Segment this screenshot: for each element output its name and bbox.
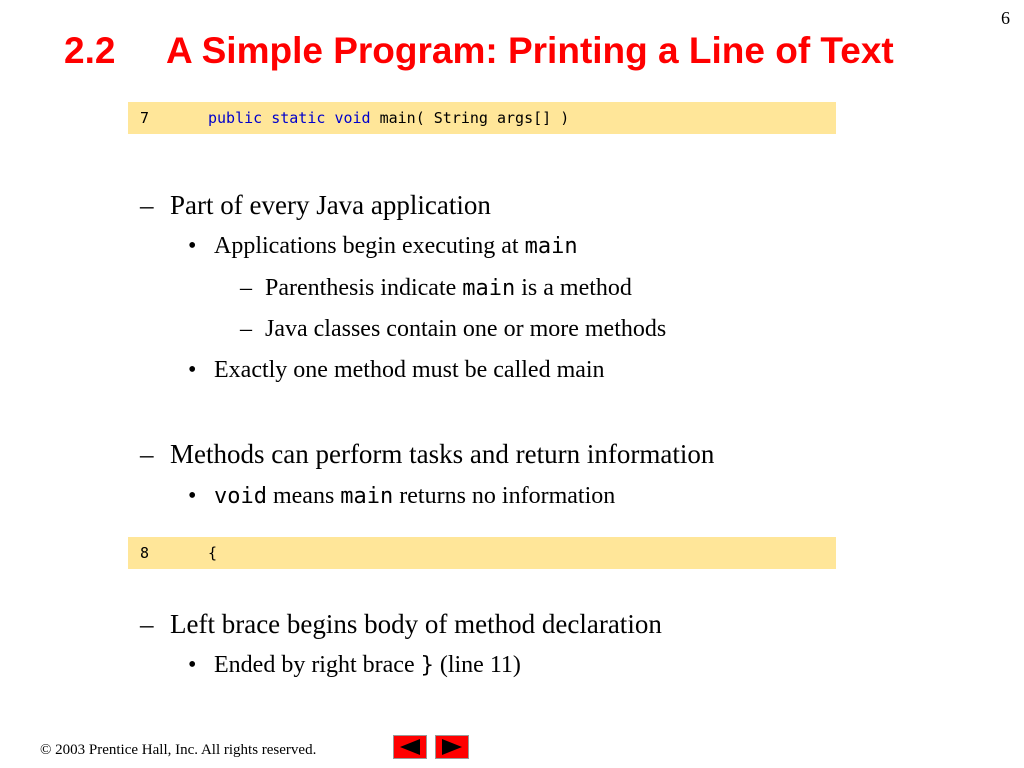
dot-marker: • [188, 233, 197, 259]
bullet-void-means [188, 483, 615, 510]
bullet-text: Part of every Java application [170, 190, 491, 220]
dash-marker: – [140, 609, 154, 639]
code-main: main [462, 276, 516, 301]
section-number: 2.2 [64, 30, 116, 71]
line-number: 7 [140, 109, 150, 127]
bullet-methods-can-perform [140, 439, 714, 470]
bullet-text: Java classes contain one or more methods [265, 316, 667, 342]
previous-slide-button[interactable] [393, 735, 427, 759]
dot-marker: • [188, 357, 197, 383]
code-right-brace: } [420, 653, 434, 678]
line-number: 8 [140, 544, 150, 562]
code-text [208, 102, 569, 134]
bullet-exactly-one-method [188, 357, 605, 384]
code-main: main [524, 234, 578, 259]
dot-marker: • [188, 652, 197, 678]
keyword-void: void [334, 109, 371, 127]
dot-marker: • [188, 483, 197, 509]
bullet-java-classes [240, 316, 666, 343]
bullet-text: Left brace begins body of method declaration [170, 609, 662, 639]
code-rest: main( String args[] ) [379, 109, 570, 127]
title-text: A Simple Program: Printing a Line of Text [166, 30, 894, 71]
keyword-public: public [208, 109, 263, 127]
copyright-footer: © 2003 Prentice Hall, Inc. All rights reserved. [40, 742, 317, 758]
code-main: main [340, 484, 394, 509]
bullet-text: Methods can perform tasks and return information [170, 439, 715, 469]
next-slide-button[interactable] [435, 735, 469, 759]
bullet-text: Applications begin executing at [214, 233, 525, 259]
bullet-ended-by-right-brace [188, 652, 521, 679]
bullet-text-after: returns no information [393, 483, 616, 509]
bullet-parenthesis-indicate [240, 275, 632, 302]
dash-marker: – [240, 275, 252, 301]
bullet-text: Parenthesis indicate [265, 275, 463, 301]
dash-marker: – [240, 316, 252, 342]
keyword-static: static [271, 109, 326, 127]
bullet-text-after: is a method [515, 275, 632, 301]
slide-title [64, 30, 894, 72]
dash-marker: – [140, 190, 154, 220]
bullet-part-of-every-java-application [140, 190, 491, 221]
bullet-text: Ended by right brace [214, 652, 421, 678]
dash-marker: – [140, 439, 154, 469]
bullet-text: means [266, 483, 341, 509]
triangle-left-icon [394, 736, 426, 758]
triangle-right-icon [436, 736, 468, 758]
bullet-text: Exactly one method must be called main [214, 357, 605, 383]
bullet-left-brace [140, 609, 662, 640]
bullet-text-after: (line 11) [433, 652, 521, 678]
page-number: 6 [1001, 8, 1010, 28]
code-line-7 [128, 102, 836, 134]
bullet-applications-begin [188, 233, 578, 260]
code-line-8 [128, 537, 836, 569]
code-void: void [214, 484, 267, 509]
code-text: { [208, 544, 218, 562]
